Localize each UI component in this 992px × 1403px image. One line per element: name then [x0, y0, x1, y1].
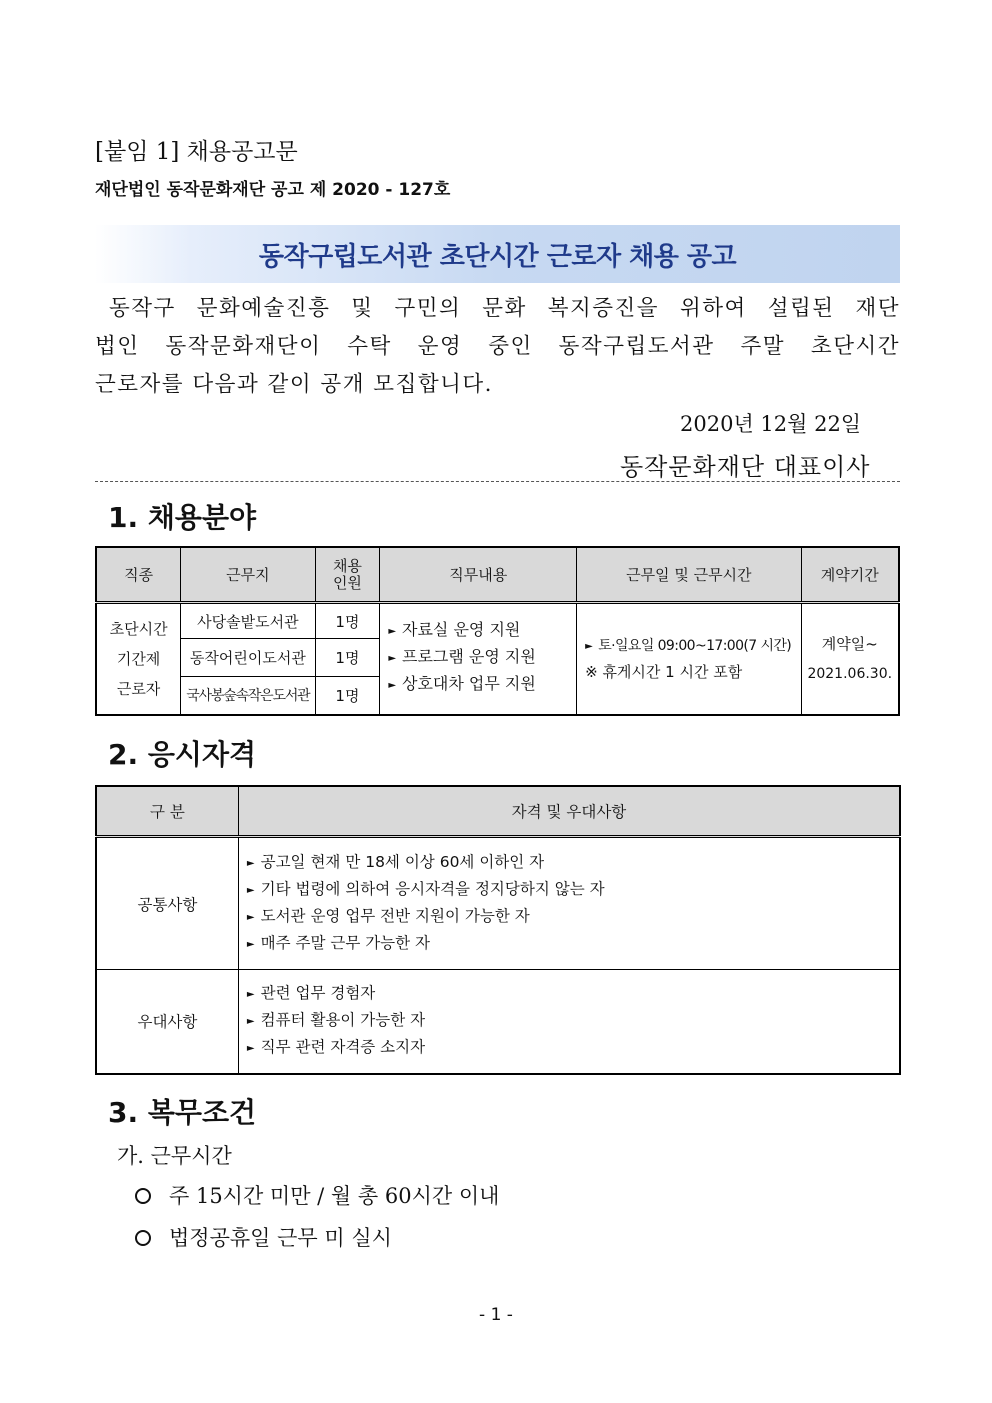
page-number: - 1 - — [479, 1305, 513, 1325]
intro-line: 법인 동작문화재단이 수탁 운영 중인 동작구립도서관 주말 초단시간 — [95, 334, 900, 359]
qualification-item: ► 기타 법령에 의하여 응시자격을 정지당하지 않는 자 — [246, 879, 605, 898]
circle-bullet-icon — [135, 1230, 151, 1246]
contract-line: 계약일~ — [821, 634, 878, 653]
col-header: 구 분 — [96, 786, 238, 837]
qualification-table — [95, 785, 901, 1075]
notice-date: 2020년 12월 22일 — [680, 412, 862, 436]
place-cell: 동작어린이도서관 — [181, 639, 315, 677]
title-banner — [95, 225, 900, 283]
section-title: 2. 응시자격 — [108, 738, 257, 771]
col-header: 채용 인원 — [315, 547, 380, 603]
duties-cell — [380, 603, 577, 715]
preference-item: ► 컴퓨터 활용이 가능한 자 — [246, 1010, 426, 1029]
divider — [95, 481, 900, 482]
common-label: 공통사항 — [96, 837, 238, 970]
duty-item: ► 프로그램 운영 지원 — [388, 647, 536, 667]
pref-items-cell — [238, 970, 900, 1074]
notice-number: 재단법인 동작문화재단 공고 제 2020 - 127호 — [95, 180, 451, 200]
col-header: 계약기간 — [801, 547, 899, 603]
common-items-cell — [238, 837, 900, 970]
section-title: 3. 복무조건 — [108, 1096, 257, 1129]
qualification-item: ► 도서관 운영 업무 전반 지원이 가능한 자 — [246, 906, 530, 925]
recruitment-table — [95, 546, 900, 716]
hours-line: ► 토·일요일 09:00~17:00(7 시간) — [585, 637, 792, 654]
col-header: 직무내용 — [380, 547, 577, 603]
qualification-item: ► 매주 주말 근무 가능한 자 — [246, 933, 431, 952]
intro-line: 근로자를 다음과 같이 공개 모집합니다. — [95, 372, 493, 397]
preference-item: ► 관련 업무 경험자 — [246, 983, 376, 1002]
job-type-cell — [96, 603, 181, 715]
pref-label: 우대사항 — [96, 970, 238, 1074]
intro-paragraph — [95, 290, 900, 404]
col-header: 자격 및 우대사항 — [238, 786, 900, 837]
count-cell: 1명 — [315, 639, 380, 677]
job-type-line: 기간제 — [116, 649, 161, 668]
circle-bullet-icon — [135, 1188, 151, 1204]
job-type-line: 근로자 — [116, 679, 161, 698]
condition-item: 주 15시간 미만 / 월 총 60시간 이내 — [135, 1180, 499, 1210]
duty-item: ► 자료실 운영 지원 — [388, 620, 521, 640]
sub-heading: 가. 근무시간 — [117, 1144, 232, 1168]
col-header: 근무일 및 근무시간 — [577, 547, 801, 603]
section-title: 1. 채용분야 — [108, 501, 257, 534]
attachment-label: [붙임 1] 채용공고문 — [95, 139, 298, 165]
place-cell: 국사봉숲속작은도서관 — [181, 677, 315, 715]
count-cell: 1명 — [315, 677, 380, 715]
intro-line: 동작구 문화예술진흥 및 구민의 문화 복지증진을 위하여 설립된 재단 — [109, 296, 900, 321]
contract-line: 2021.06.30. — [807, 665, 893, 682]
duty-item: ► 상호대차 업무 지원 — [388, 674, 536, 694]
job-type-line: 초단시간 — [109, 619, 168, 638]
place-cell: 사당솔밭도서관 — [181, 603, 315, 639]
qualification-item: ► 공고일 현재 만 18세 이상 60세 이하인 자 — [246, 852, 545, 871]
condition-item: 법정공휴일 근무 미 실시 — [135, 1222, 392, 1252]
hours-cell — [577, 603, 801, 715]
signature: 동작문화재단 대표이사 — [620, 453, 871, 481]
col-header: 근무지 — [181, 547, 315, 603]
count-cell: 1명 — [315, 603, 380, 639]
preference-item: ► 직무 관련 자격증 소지자 — [246, 1037, 426, 1056]
contract-cell — [801, 603, 899, 715]
col-header: 직종 — [96, 547, 181, 603]
hours-note: ※ 휴게시간 1 시간 포함 — [585, 662, 743, 681]
page-title: 동작구립도서관 초단시간 근로자 채용 공고 — [258, 241, 737, 272]
